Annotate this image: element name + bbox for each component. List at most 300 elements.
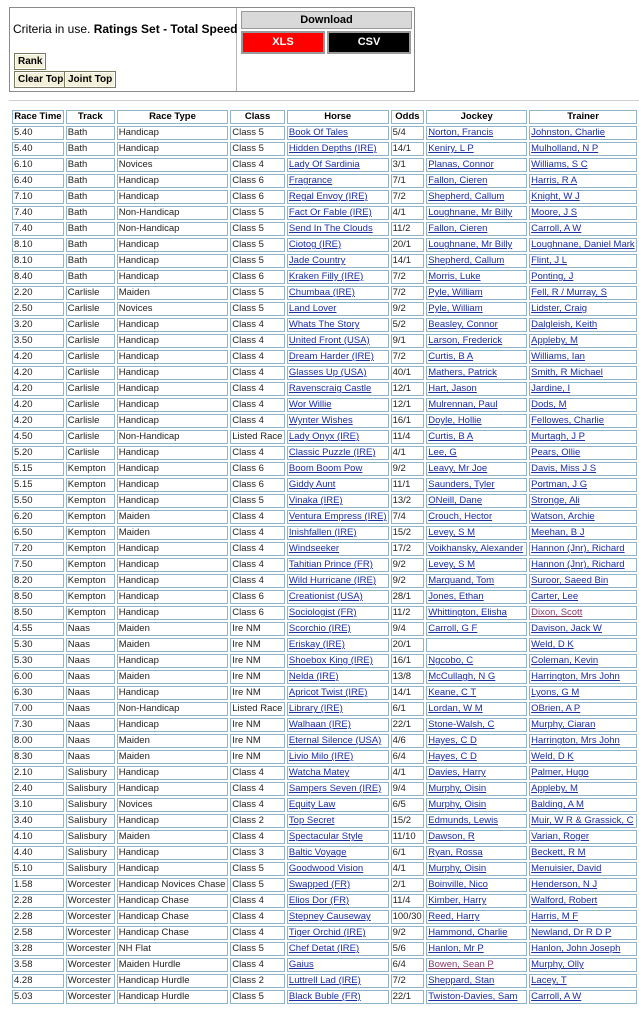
horse-link[interactable]: Boom Boom Pow — [288, 463, 363, 474]
trainer-link[interactable]: Carroll, A W — [531, 991, 582, 1002]
horse-link[interactable]: Glasses Up (USA) — [288, 367, 367, 378]
cell-race-time: 4.20 — [12, 398, 64, 412]
cell-jockey — [426, 862, 527, 876]
jockey-link[interactable]: Hayes, C D — [428, 735, 477, 746]
cell-jockey — [426, 334, 527, 348]
horse-link[interactable]: Swapped (FR) — [288, 879, 351, 890]
cell-trainer — [529, 302, 637, 316]
horse-link[interactable]: Tiger Orchid (IRE) — [288, 927, 366, 938]
clear-top-button[interactable]: Clear Top — [14, 71, 67, 88]
cell-race-time: 8.50 — [12, 606, 64, 620]
cell-odds: 16/1 — [391, 414, 425, 428]
jockey-link[interactable]: Norton, Francis — [428, 127, 494, 138]
cell-race-type: Handicap — [117, 478, 229, 492]
trainer-link[interactable]: Lacey, T — [531, 975, 567, 986]
horse-link[interactable]: Creationist (USA) — [288, 591, 363, 602]
cell-trainer — [529, 974, 637, 988]
jockey-link[interactable]: Mulrennan, Paul — [428, 399, 498, 410]
jockey-link[interactable]: McCullagh, N G — [428, 671, 496, 682]
jockey-link[interactable]: Beasley, Connor — [428, 319, 498, 330]
horse-link[interactable]: Classic Puzzle (IRE) — [288, 447, 376, 458]
trainer-link[interactable]: Dalgleish, Keith — [531, 319, 598, 330]
cell-horse — [287, 686, 389, 700]
cell-jockey — [426, 190, 527, 204]
cell-race-type: Handicap — [117, 382, 229, 396]
jockey-link[interactable]: Murphy, Oisin — [428, 783, 487, 794]
jockey-link[interactable]: Morris, Luke — [428, 271, 481, 282]
trainer-link[interactable]: Weld, D K — [531, 639, 574, 650]
trainer-link[interactable]: Fell, R / Murray, S — [531, 287, 607, 298]
horse-link[interactable]: Eternal Silence (USA) — [288, 735, 382, 746]
trainer-link[interactable]: OBrien, A P — [531, 703, 581, 714]
cell-horse — [287, 862, 389, 876]
jockey-link[interactable]: Reed, Harry — [428, 911, 480, 922]
cell-track: Naas — [66, 750, 115, 764]
trainer-link[interactable]: Hannon (Jnr), Richard — [531, 543, 625, 554]
horse-link[interactable]: Whats The Story — [288, 319, 360, 330]
trainer-link[interactable]: Murtagh, J P — [531, 431, 585, 442]
table-row — [12, 206, 637, 220]
horse-link[interactable]: Jade Country — [288, 255, 346, 266]
trainer-link[interactable]: Watson, Archie — [531, 511, 595, 522]
horse-link[interactable]: Send In The Clouds — [288, 223, 373, 234]
trainer-link[interactable]: Smith, R Michael — [531, 367, 603, 378]
cell-class: Class 4 — [230, 782, 285, 796]
jockey-link[interactable]: Leavy, Mr Joe — [428, 463, 488, 474]
table-row — [12, 830, 637, 844]
cell-trainer — [529, 990, 637, 1004]
trainer-link[interactable]: Moore, J S — [531, 207, 578, 218]
table-row — [12, 190, 637, 204]
trainer-link[interactable]: Beckett, R M — [531, 847, 586, 858]
horse-link[interactable]: Sampers Seven (IRE) — [288, 783, 382, 794]
trainer-link[interactable]: Meehan, B J — [531, 527, 585, 538]
jockey-link[interactable]: Doyle, Hollie — [428, 415, 482, 426]
cell-class: Class 4 — [230, 766, 285, 780]
cell-race-type: Handicap — [117, 574, 229, 588]
cell-jockey — [426, 974, 527, 988]
trainer-link[interactable]: Walford, Robert — [531, 895, 598, 906]
cell-trainer — [529, 798, 637, 812]
trainer-link[interactable]: Davis, Miss J S — [531, 463, 597, 474]
cell-track: Worcester — [66, 942, 115, 956]
jockey-link[interactable]: Davies, Harry — [428, 767, 486, 778]
table-row — [12, 686, 637, 700]
cell-class: Class 6 — [230, 606, 285, 620]
cell-horse — [287, 750, 389, 764]
cell-jockey — [426, 494, 527, 508]
cell-trainer — [529, 510, 637, 524]
jockey-link[interactable]: Boinville, Nico — [428, 879, 488, 890]
jockey-link[interactable]: Loughnane, Mr Billy — [428, 239, 513, 250]
jockey-link[interactable]: Bowen, Sean P — [428, 959, 494, 970]
cell-class: Class 5 — [230, 494, 285, 508]
cell-class: Ire NM — [230, 654, 285, 668]
horse-link[interactable]: Land Lover — [288, 303, 337, 314]
horse-link[interactable]: Wynter Wishes — [288, 415, 353, 426]
trainer-link[interactable]: Muir, W R & Grassick, C — [531, 815, 634, 826]
horse-link[interactable]: Chumbaa (IRE) — [288, 287, 355, 298]
horse-link[interactable]: Scorchio (IRE) — [288, 623, 351, 634]
cell-race-time: 8.20 — [12, 574, 64, 588]
cell-class: Class 2 — [230, 814, 285, 828]
cell-race-type: Handicap — [117, 654, 229, 668]
horse-link[interactable]: Spectacular Style — [288, 831, 363, 842]
trainer-link[interactable]: Suroor, Saeed Bin — [531, 575, 609, 586]
cell-class: Class 5 — [230, 142, 285, 156]
cell-odds: 16/1 — [391, 654, 425, 668]
trainer-link[interactable]: Hanlon, John Joseph — [531, 943, 621, 954]
cell-odds: 11/2 — [391, 606, 425, 620]
horse-link[interactable]: Dream Harder (IRE) — [288, 351, 374, 362]
horse-link[interactable]: Shoebox King (IRE) — [288, 655, 373, 666]
jockey-link[interactable]: Planas, Connor — [428, 159, 494, 170]
trainer-link[interactable]: Harrington, Mrs John — [531, 671, 620, 682]
jockey-link[interactable]: Twiston-Davies, Sam — [428, 991, 518, 1002]
trainer-link[interactable]: Harrington, Mrs John — [531, 735, 620, 746]
cell-odds: 20/1 — [391, 638, 425, 652]
trainer-link[interactable]: Carroll, A W — [531, 223, 582, 234]
horse-link[interactable]: Sociologist (FR) — [288, 607, 357, 618]
trainer-link[interactable]: Portman, J G — [531, 479, 588, 490]
cell-jockey — [426, 126, 527, 140]
table-row — [12, 126, 637, 140]
trainer-link[interactable]: Henderson, N J — [531, 879, 598, 890]
cell-jockey — [426, 830, 527, 844]
cell-class: Class 6 — [230, 478, 285, 492]
horse-link[interactable]: Fragrance — [288, 175, 333, 186]
jockey-link[interactable]: Murphy, Oisin — [428, 863, 487, 874]
horse-link[interactable]: Wor Willie — [288, 399, 332, 410]
cell-race-type: Handicap — [117, 414, 229, 428]
cell-class: Class 4 — [230, 798, 285, 812]
cell-horse — [287, 958, 389, 972]
trainer-link[interactable]: Murphy, Olly — [531, 959, 584, 970]
cell-track: Bath — [66, 254, 115, 268]
horse-link[interactable]: Livio Milo (IRE) — [288, 751, 354, 762]
cell-trainer — [529, 606, 637, 620]
cell-race-type: Maiden — [117, 526, 229, 540]
jockey-link[interactable]: Mathers, Patrick — [428, 367, 497, 378]
jockey-link[interactable]: Kimber, Harry — [428, 895, 487, 906]
horse-link[interactable]: Hidden Depths (IRE) — [288, 143, 377, 154]
trainer-link[interactable]: Coleman, Kevin — [531, 655, 599, 666]
cell-track: Kempton — [66, 542, 115, 556]
jockey-link[interactable]: Larson, Frederick — [428, 335, 503, 346]
horse-link[interactable]: Luttrell Lad (IRE) — [288, 975, 361, 986]
jockey-link[interactable]: Voikhansky, Alexander — [428, 543, 524, 554]
column-header-trainer: Trainer — [529, 110, 637, 124]
cell-odds: 6/4 — [391, 750, 425, 764]
trainer-link[interactable]: Johnston, Charlie — [531, 127, 606, 138]
trainer-link[interactable]: Newland, Dr R D P — [531, 927, 612, 938]
horse-link[interactable]: Equity Law — [288, 799, 336, 810]
horse-link[interactable]: Chef Detat (IRE) — [288, 943, 360, 954]
horse-link[interactable]: Gaius — [288, 959, 314, 970]
table-row — [12, 494, 637, 508]
cell-trainer — [529, 590, 637, 604]
jockey-link[interactable]: ONeill, Dane — [428, 495, 483, 506]
trainer-link[interactable]: Appleby, M — [531, 783, 578, 794]
cell-horse — [287, 638, 389, 652]
cell-race-type: Handicap — [117, 334, 229, 348]
jockey-link[interactable]: Fallon, Cieren — [428, 223, 488, 234]
trainer-link[interactable]: Balding, A M — [531, 799, 584, 810]
jockey-link[interactable]: Hanlon, Mr P — [428, 943, 484, 954]
jockey-link[interactable]: Pyle, William — [428, 287, 483, 298]
cell-race-type: Handicap — [117, 238, 229, 252]
cell-class: Class 4 — [230, 398, 285, 412]
csv-download-button[interactable]: CSV — [327, 31, 411, 54]
cell-class: Class 6 — [230, 462, 285, 476]
table-row — [12, 670, 637, 684]
trainer-link[interactable]: Knight, W J — [531, 191, 580, 202]
cell-horse — [287, 222, 389, 236]
jockey-link[interactable]: Keniry, L P — [428, 143, 474, 154]
cell-race-time: 5.40 — [12, 142, 64, 156]
cell-track: Bath — [66, 222, 115, 236]
horse-link[interactable]: Elios Dor (FR) — [288, 895, 350, 906]
jockey-link[interactable]: Lordan, W M — [428, 703, 483, 714]
cell-class: Ire NM — [230, 622, 285, 636]
table-row — [12, 750, 637, 764]
table-row — [12, 622, 637, 636]
trainer-link[interactable]: Hannon (Jnr), Richard — [531, 559, 625, 570]
cell-jockey — [426, 958, 527, 972]
cell-race-time: 6.20 — [12, 510, 64, 524]
cell-odds: 7/2 — [391, 350, 425, 364]
cell-odds: 12/1 — [391, 382, 425, 396]
horse-link[interactable]: Fact Or Fable (IRE) — [288, 207, 372, 218]
jockey-link[interactable]: Hayes, C D — [428, 751, 477, 762]
jockey-link[interactable]: Ryan, Rossa — [428, 847, 483, 858]
horse-link[interactable]: Walhaan (IRE) — [288, 719, 351, 730]
jockey-link[interactable]: Edmunds, Lewis — [428, 815, 498, 826]
jockey-link[interactable]: Saunders, Tyler — [428, 479, 495, 490]
jockey-link[interactable]: Sheppard, Stan — [428, 975, 495, 986]
horse-link[interactable]: Kraken Filly (IRE) — [288, 271, 364, 282]
trainer-link[interactable]: Mulholland, N P — [531, 143, 599, 154]
jockey-link[interactable]: Shepherd, Callum — [428, 191, 505, 202]
horse-link[interactable]: Book Of Tales — [288, 127, 348, 138]
horse-link[interactable]: Baltic Voyage — [288, 847, 347, 858]
table-row — [12, 798, 637, 812]
jockey-link[interactable]: Dawson, R — [428, 831, 475, 842]
cell-track: Carlisle — [66, 414, 115, 428]
trainer-link[interactable]: Menuisier, David — [531, 863, 602, 874]
cell-track: Naas — [66, 670, 115, 684]
cell-race-type: Handicap — [117, 558, 229, 572]
table-row — [12, 254, 637, 268]
jockey-link[interactable]: Carroll, G F — [428, 623, 478, 634]
cell-class: Class 4 — [230, 526, 285, 540]
cell-trainer — [529, 414, 637, 428]
jockey-link[interactable]: Stone-Walsh, C — [428, 719, 495, 730]
cell-race-type: Handicap — [117, 446, 229, 460]
horse-link[interactable]: Vinaka (IRE) — [288, 495, 343, 506]
table-header-row — [12, 110, 637, 124]
trainer-link[interactable]: Williams, Ian — [531, 351, 585, 362]
cell-horse — [287, 446, 389, 460]
cell-horse — [287, 558, 389, 572]
cell-odds: 22/1 — [391, 718, 425, 732]
cell-class: Class 4 — [230, 894, 285, 908]
cell-trainer — [529, 494, 637, 508]
xls-download-button[interactable]: XLS — [241, 31, 325, 54]
table-row — [12, 382, 637, 396]
jockey-link[interactable]: Curtis, B A — [428, 431, 474, 442]
cell-jockey — [426, 366, 527, 380]
cell-track: Naas — [66, 702, 115, 716]
jockey-link[interactable]: Shepherd, Callum — [428, 255, 505, 266]
horse-link[interactable]: Lady Of Sardinia — [288, 159, 360, 170]
trainer-link[interactable]: Weld, D K — [531, 751, 574, 762]
cell-horse — [287, 302, 389, 316]
cell-race-time: 6.50 — [12, 526, 64, 540]
trainer-link[interactable]: Varian, Roger — [531, 831, 590, 842]
cell-odds: 5/2 — [391, 318, 425, 332]
cell-race-time: 5.15 — [12, 462, 64, 476]
cell-race-time: 2.50 — [12, 302, 64, 316]
horse-link[interactable]: Windseeker — [288, 543, 340, 554]
cell-class: Ire NM — [230, 686, 285, 700]
horse-link[interactable]: Goodwood Vision — [288, 863, 364, 874]
table-row — [12, 510, 637, 524]
jockey-link[interactable]: Hart, Jason — [428, 383, 477, 394]
cell-trainer — [529, 430, 637, 444]
jockey-link[interactable]: Levey, S M — [428, 559, 476, 570]
jockey-link[interactable]: Jones, Ethan — [428, 591, 484, 602]
table-row — [12, 590, 637, 604]
cell-race-type: Handicap — [117, 366, 229, 380]
cell-track: Naas — [66, 622, 115, 636]
cell-race-time: 3.28 — [12, 942, 64, 956]
jockey-link[interactable]: Loughnane, Mr Billy — [428, 207, 513, 218]
cell-jockey — [426, 270, 527, 284]
trainer-link[interactable]: Jardine, I — [531, 383, 571, 394]
cell-class: Class 4 — [230, 334, 285, 348]
rank-button[interactable]: Rank — [14, 53, 46, 70]
horse-link[interactable]: Regal Envoy (IRE) — [288, 191, 368, 202]
jockey-link[interactable]: Fallon, Cieren — [428, 175, 488, 186]
trainer-link[interactable]: Dixon, Scott — [531, 607, 583, 618]
jockey-link[interactable]: Marquand, Tom — [428, 575, 495, 586]
horse-link[interactable]: Stepney Causeway — [288, 911, 371, 922]
table-row — [12, 334, 637, 348]
jockey-link[interactable]: Murphy, Oisin — [428, 799, 487, 810]
trainer-link[interactable]: Flint, J L — [531, 255, 568, 266]
cell-race-type: Non-Handicap — [117, 702, 229, 716]
horse-link[interactable]: Ciotog (IRE) — [288, 239, 342, 250]
horse-link[interactable]: Giddy Aunt — [288, 479, 336, 490]
trainer-link[interactable]: Fellowes, Charlie — [531, 415, 604, 426]
cell-horse — [287, 574, 389, 588]
jockey-link[interactable]: Whittington, Elisha — [428, 607, 507, 618]
jockey-link[interactable]: Ngcobo, C — [428, 655, 474, 666]
trainer-link[interactable]: Carter, Lee — [531, 591, 579, 602]
horse-link[interactable]: Tahitian Prince (FR) — [288, 559, 373, 570]
cell-race-type: Handicap — [117, 350, 229, 364]
cell-trainer — [529, 398, 637, 412]
cell-track: Kempton — [66, 606, 115, 620]
cell-race-time: 3.40 — [12, 814, 64, 828]
horse-link[interactable]: Apricot Twist (IRE) — [288, 687, 368, 698]
table-row — [12, 734, 637, 748]
cell-jockey — [426, 478, 527, 492]
horse-link[interactable]: Nelda (IRE) — [288, 671, 339, 682]
cell-trainer — [529, 350, 637, 364]
cell-race-time: 5.15 — [12, 478, 64, 492]
trainer-link[interactable]: Williams, S C — [531, 159, 588, 170]
cell-track: Bath — [66, 158, 115, 172]
jockey-link[interactable]: Curtis, B A — [428, 351, 474, 362]
cell-race-time: 4.28 — [12, 974, 64, 988]
horse-link[interactable]: United Front (USA) — [288, 335, 370, 346]
cell-odds: 9/2 — [391, 926, 425, 940]
cell-horse — [287, 142, 389, 156]
criteria-value: Ratings Set - Total Speed — [93, 22, 238, 36]
trainer-link[interactable]: Stronge, Ali — [531, 495, 580, 506]
jockey-link[interactable]: Hammond, Charlie — [428, 927, 508, 938]
trainer-link[interactable]: Ponting, J — [531, 271, 574, 282]
trainer-link[interactable]: Palmer, Hugo — [531, 767, 589, 778]
trainer-link[interactable]: Dods, M — [531, 399, 567, 410]
trainer-link[interactable]: Harris, M F — [531, 911, 579, 922]
horse-link[interactable]: Top Secret — [288, 815, 335, 826]
cell-track: Carlisle — [66, 382, 115, 396]
jockey-link[interactable]: Levey, S M — [428, 527, 476, 538]
jockey-link[interactable]: Keane, C T — [428, 687, 477, 698]
horse-link[interactable]: Ravenscraig Castle — [288, 383, 372, 394]
horse-link[interactable]: Inishfallen (IRE) — [288, 527, 357, 538]
table-row — [12, 318, 637, 332]
cell-class: Class 4 — [230, 446, 285, 460]
trainer-link[interactable]: Harris, R A — [531, 175, 578, 186]
cell-track: Salisbury — [66, 862, 115, 876]
cell-race-time: 2.40 — [12, 782, 64, 796]
horse-link[interactable]: Library (IRE) — [288, 703, 343, 714]
trainer-link[interactable]: Loughnane, Daniel Mark — [531, 239, 635, 250]
table-row — [12, 462, 637, 476]
trainer-link[interactable]: Lidster, Craig — [531, 303, 588, 314]
jockey-link[interactable]: Lee, G — [428, 447, 457, 458]
trainer-link[interactable]: Murphy, Ciaran — [531, 719, 596, 730]
jockey-link[interactable]: Crouch, Hector — [428, 511, 493, 522]
trainer-link[interactable]: Lyons, G M — [531, 687, 580, 698]
trainer-link[interactable]: Appleby, M — [531, 335, 578, 346]
trainer-link[interactable]: Pears, Ollie — [531, 447, 581, 458]
table-row — [12, 718, 637, 732]
cell-horse — [287, 782, 389, 796]
cell-race-type: Handicap — [117, 590, 229, 604]
horse-link[interactable]: Ventura Empress (IRE) — [288, 511, 387, 522]
horse-link[interactable]: Watcha Matey — [288, 767, 350, 778]
horse-link[interactable]: Wild Hurricane (IRE) — [288, 575, 377, 586]
cell-race-type: Maiden — [117, 750, 229, 764]
horse-link[interactable]: Black Buble (FR) — [288, 991, 361, 1002]
cell-race-time: 6.00 — [12, 670, 64, 684]
cell-horse — [287, 190, 389, 204]
trainer-link[interactable]: Davison, Jack W — [531, 623, 602, 634]
cell-trainer — [529, 654, 637, 668]
cell-race-type: Maiden — [117, 830, 229, 844]
cell-class: Class 6 — [230, 590, 285, 604]
joint-top-button[interactable]: Joint Top — [64, 71, 116, 88]
jockey-link[interactable]: Pyle, William — [428, 303, 483, 314]
cell-race-time: 8.10 — [12, 254, 64, 268]
horse-link[interactable]: Eriskay (IRE) — [288, 639, 345, 650]
horse-link[interactable]: Lady Onyx (IRE) — [288, 431, 360, 442]
